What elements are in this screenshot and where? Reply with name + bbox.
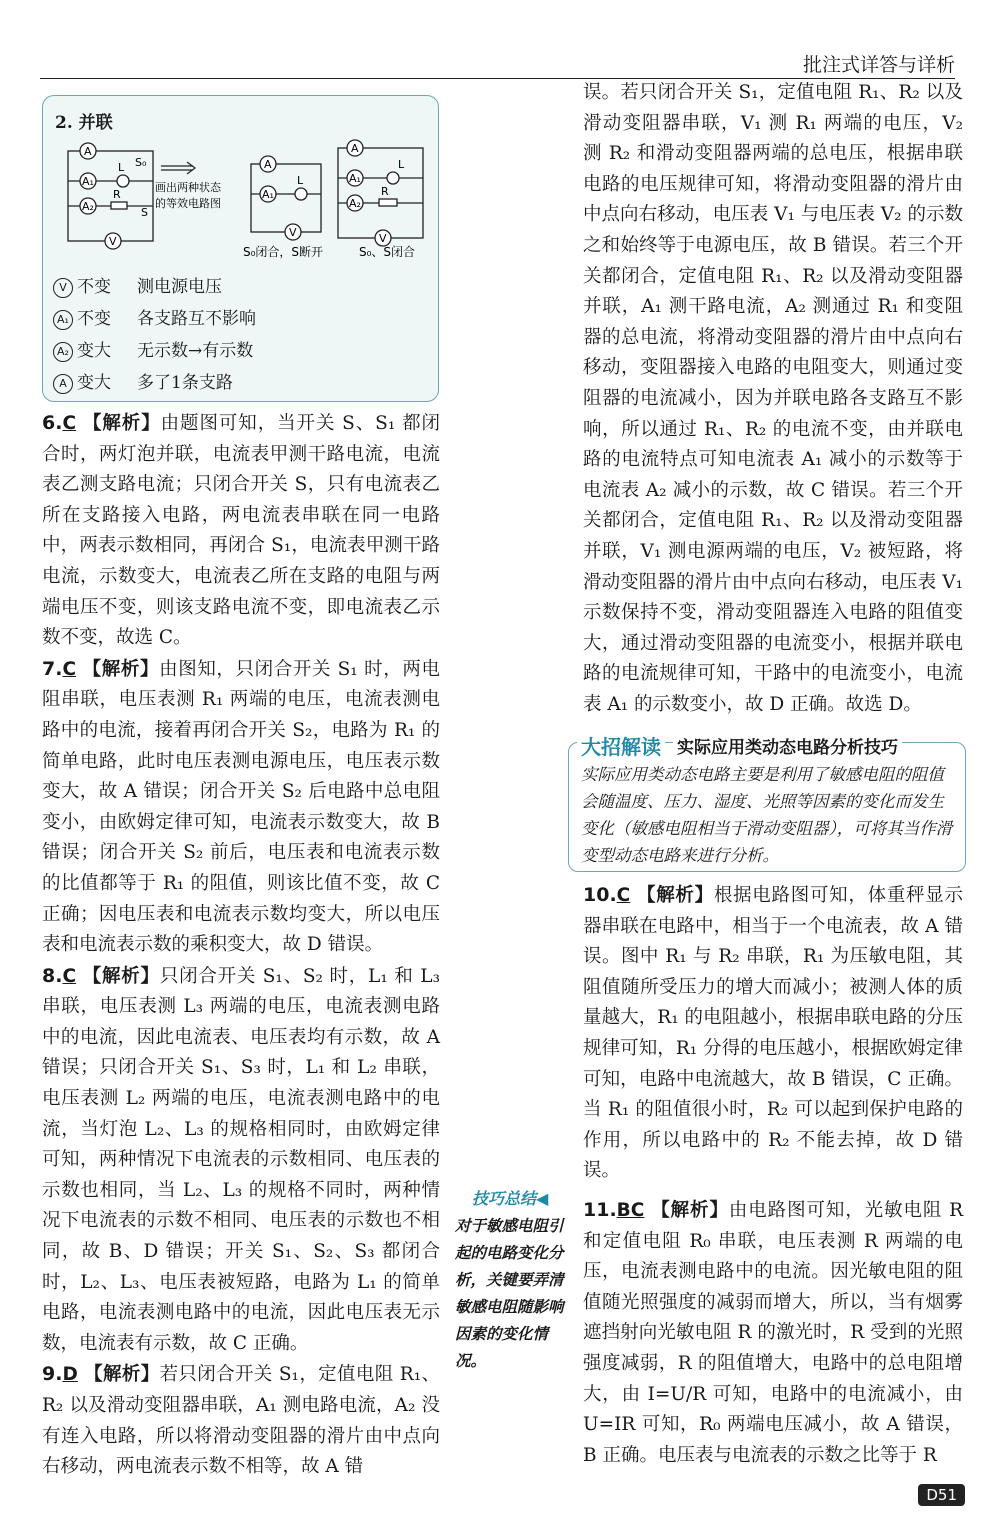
- question-10: 10.C 【解析】根据电路图可知，体重秤显示器串联在电路中，相当于一个电流表，故 A 错误。图中 R₁ 与 R₂ 串联，R₁ 为压敏电阻，其阻值随所受压力的增大而减小；被测人体的质量越大，R₁ 的电阻越小，根据串联电路的分压规律可知，R₁ 分得的电压越小，根据欧姆定律可知，电路中电流越大，故 B 错误，C 正确。当 R₁ 的阻值很小时，R₂ 可以起到保护电路的作用，所以电路中的 R₂ 不能去掉，故 D 错误。: [583, 884, 963, 1182]
- question-8: 8.C 【解析】只闭合开关 S₁、S₂ 时，L₁ 和 L₃ 串联，电压表测 L₃ 两端的电压，电流表测电路中的电流，因此电流表、电压表均有示数，故 A 错误；只闭合开关 S₁、S₃ 时，L₁ 和 L₂ 串联，电压表测 L₂ 两端的电压，电流表测电路中的电流，当灯泡 L₂、L₃ 的规格相同时，由欧姆定律可知，两种情况下电流表的示数相同、电压表的示数也相同，当 L₂、L₃ 的规格不同时，两种情况下电流表的示数不相同、电压表的示数也不相同，故 B、D 错误；开关 S₁、S₂、S₃ 都闭合时，L₂、L₃、电压表被短路，电路为 L₁ 的简单电路，电流表测电路中的电流，因此电压表无示数，电流表有示数，故 C 正确。: [42, 964, 440, 1354]
- meter-change-legend: [53, 271, 256, 399]
- box-title: 2. 并联: [55, 113, 113, 133]
- right-column-bottom: [583, 880, 963, 1471]
- c3-resistor-label: R: [381, 185, 389, 198]
- tip-title: 实际应用类动态电路分析技巧: [673, 733, 902, 758]
- page-header: 批注式详答与详析: [802, 54, 955, 76]
- answer-10: C: [616, 885, 631, 906]
- transform-arrow-icon: [161, 162, 195, 174]
- legend-row: V 不变 测电源电压: [53, 271, 256, 303]
- c1-switch-s0: S₀: [135, 156, 147, 169]
- legend-row: A₁ 不变 各支路互不影响: [53, 303, 256, 335]
- question-9-continued: 误。若只闭合开关 S₁，定值电阻 R₁、R₂ 以及滑动变阻器串联，V₁ 测 R₁ 两端的电压，V₂ 测 R₂ 和滑动变阻器两端的总电压，根据串联电路的电压规律可知，将滑动变阻器的滑片由中点向右移动，电压表 V₁ 与电压表 V₂ 的示数之和始终等于电源电压，故 B 错误。若三个开关都闭合，定值电阻 R₁、R₂ 以及滑动变阻器并联，A₁ 测干路电流，A₂ 测通过 R₁ 和变阻器的总电流，将滑动变阻器的滑片由中点向右移动，变阻器接入电路的电阻变大，则通过变阻器的电流减小，因为并联电路各支路互不影响，所以通过 R₁、R₂ 的电流不变，由并联电路的电流特点可知电流表 A₁ 减小的示数等于电流表 A₂ 减小的示数，故 C 错误。若三个开关都闭合，定值电阻 R₁、R₂ 以及滑动变阻器并联，V₁ 测电源两端的电压，V₂ 被短路，将滑动变阻器的滑片由中点向右移动，电压表 V₁ 示数保持不变，滑动变阻器连入电路的阻值变大，通过滑动变阻器的电流变小，根据并联电路的电流规律可知，干路中的电流变小，电流表 A₁ 的示数变小，故 D 正确。故选 D。: [583, 82, 963, 715]
- side-tip-note: 对于敏感电阻引起的电路变化分析，关键要弄清敏感电阻随影响因素的变化情况。: [455, 1216, 564, 1370]
- c1-ammeter-a: A: [84, 145, 92, 158]
- state2-caption: S₀、S闭合: [359, 245, 416, 259]
- tip-box: [568, 735, 966, 872]
- c1-resistor-label: R: [113, 188, 121, 201]
- c1-ammeter-a1: A₁: [82, 175, 94, 188]
- answer-9: D: [62, 1364, 78, 1386]
- page-number: D51: [918, 1484, 965, 1506]
- legend-row: A₂ 变大 无示数→有示数: [53, 335, 256, 367]
- c1-lamp-label: L: [118, 161, 125, 174]
- side-tip-title: 技巧总结◀: [472, 1189, 549, 1208]
- answer-11: BC: [616, 1199, 645, 1221]
- c3-ammeter-a: A: [351, 142, 359, 155]
- question-7: 7.C 【解析】由图知，只闭合开关 S₁ 时，两电阻串联，电压表测 R₁ 两端的电压，电流表测电路中的电流，接着再闭合开关 S₂，电路为 R₁ 的简单电路，此时电压表测电源电压，电压表示数变大，故 A 错误；闭合开关 S₂ 后电路中总电阻变小，由欧姆定律可知，电流表示数变大，故 B 错误；闭合开关 S₂ 前后，电压表和电流表示数的比值都等于 R₁ 的阻值，则该比值不变，故 C 正确；因电压表和电流表示数均变大，所以电压表和电流表示数的乘积变大，故 D 错误。: [42, 657, 440, 956]
- question-6: 6.C 【解析】由题图可知，当开关 S、S₁ 都闭合时，两灯泡并联，电流表甲测干路电流，电流表乙测支路电流；只闭合开关 S，只有电流表乙所在支路接入电路，两电流表串联在同一电路中，两表示数相同，再闭合 S₁，电流表甲测干路电流，示数变大，电流表乙所在支路的电阻与两端电压不变，则该支路电流不变，即电流表乙示数不变，故选 C。: [42, 412, 440, 649]
- c2-voltmeter: V: [289, 226, 297, 239]
- ammeter-a1-symbol: A₁: [53, 310, 73, 330]
- c2-ammeter-a: A: [264, 158, 272, 171]
- circuit-diagrams: [43, 96, 438, 271]
- question-9: 9.D 【解析】若只闭合开关 S₁，定值电阻 R₁、R₂ 以及滑动变阻器串联，A₁ 测电路电流，A₂ 没有连入电路，所以将滑动变阻器的滑片由中点向右移动，两电流表示数不相等，故 A 错: [42, 1363, 440, 1478]
- c3-ammeter-a2: A₂: [349, 197, 361, 210]
- tip-label: 大招解读: [577, 731, 665, 760]
- arrow-caption-1: 画出两种状态: [155, 181, 221, 194]
- answer-8: C: [62, 965, 77, 987]
- ammeter-a-symbol: A: [53, 374, 73, 394]
- c3-voltmeter: V: [379, 232, 387, 245]
- question-11: 11.BC 【解析】由电路图可知，光敏电阻 R 和定值电阻 R₀ 串联，电压表测 R 两端的电压，电流表测电路中的电流。因光敏电阻的阻值随光照强度的减弱而增大，所以，当有烟雾遮挡射向光敏电阻 R 的激光时，R 受到的光照强度减弱，R 的阻值增大，电路中的总电阻增大，由 I=U/R 可知，电路中的电流减小，由 U=IR 可知，R₀ 两端电压减小，故 A 错误，B 正确。电压表与电流表的示数之比等于 R: [583, 1198, 963, 1466]
- c1-voltmeter: V: [109, 235, 117, 248]
- c2-ammeter-a1: A₁: [262, 188, 274, 201]
- state1-caption: S₀闭合，S断开: [243, 245, 324, 259]
- parallel-summary-box: [42, 95, 439, 402]
- c1-ammeter-a2: A₂: [82, 200, 94, 213]
- voltmeter-symbol: V: [53, 278, 73, 298]
- right-column-top: [583, 78, 963, 720]
- left-column: [42, 408, 440, 1483]
- c2-lamp-label: L: [297, 174, 304, 187]
- c1-switch-s: S: [141, 206, 148, 219]
- answer-7: C: [62, 658, 77, 680]
- tip-body: 实际应用类动态电路主要是利用了敏感电阻的阻值会随温度、压力、湿度、光照等因素的变化而发生变化（敏感电阻相当于滑动变阻器），可将其当作滑变型动态电路来进行分析。: [581, 765, 953, 865]
- arrow-caption-2: 的等效电路图: [155, 197, 221, 210]
- legend-row: A 变大 多了1条支路: [53, 367, 256, 399]
- ammeter-a2-symbol: A₂: [53, 342, 73, 362]
- c3-lamp-label: L: [398, 158, 405, 171]
- answer-6: C: [62, 413, 77, 434]
- c3-ammeter-a1: A₁: [349, 172, 361, 185]
